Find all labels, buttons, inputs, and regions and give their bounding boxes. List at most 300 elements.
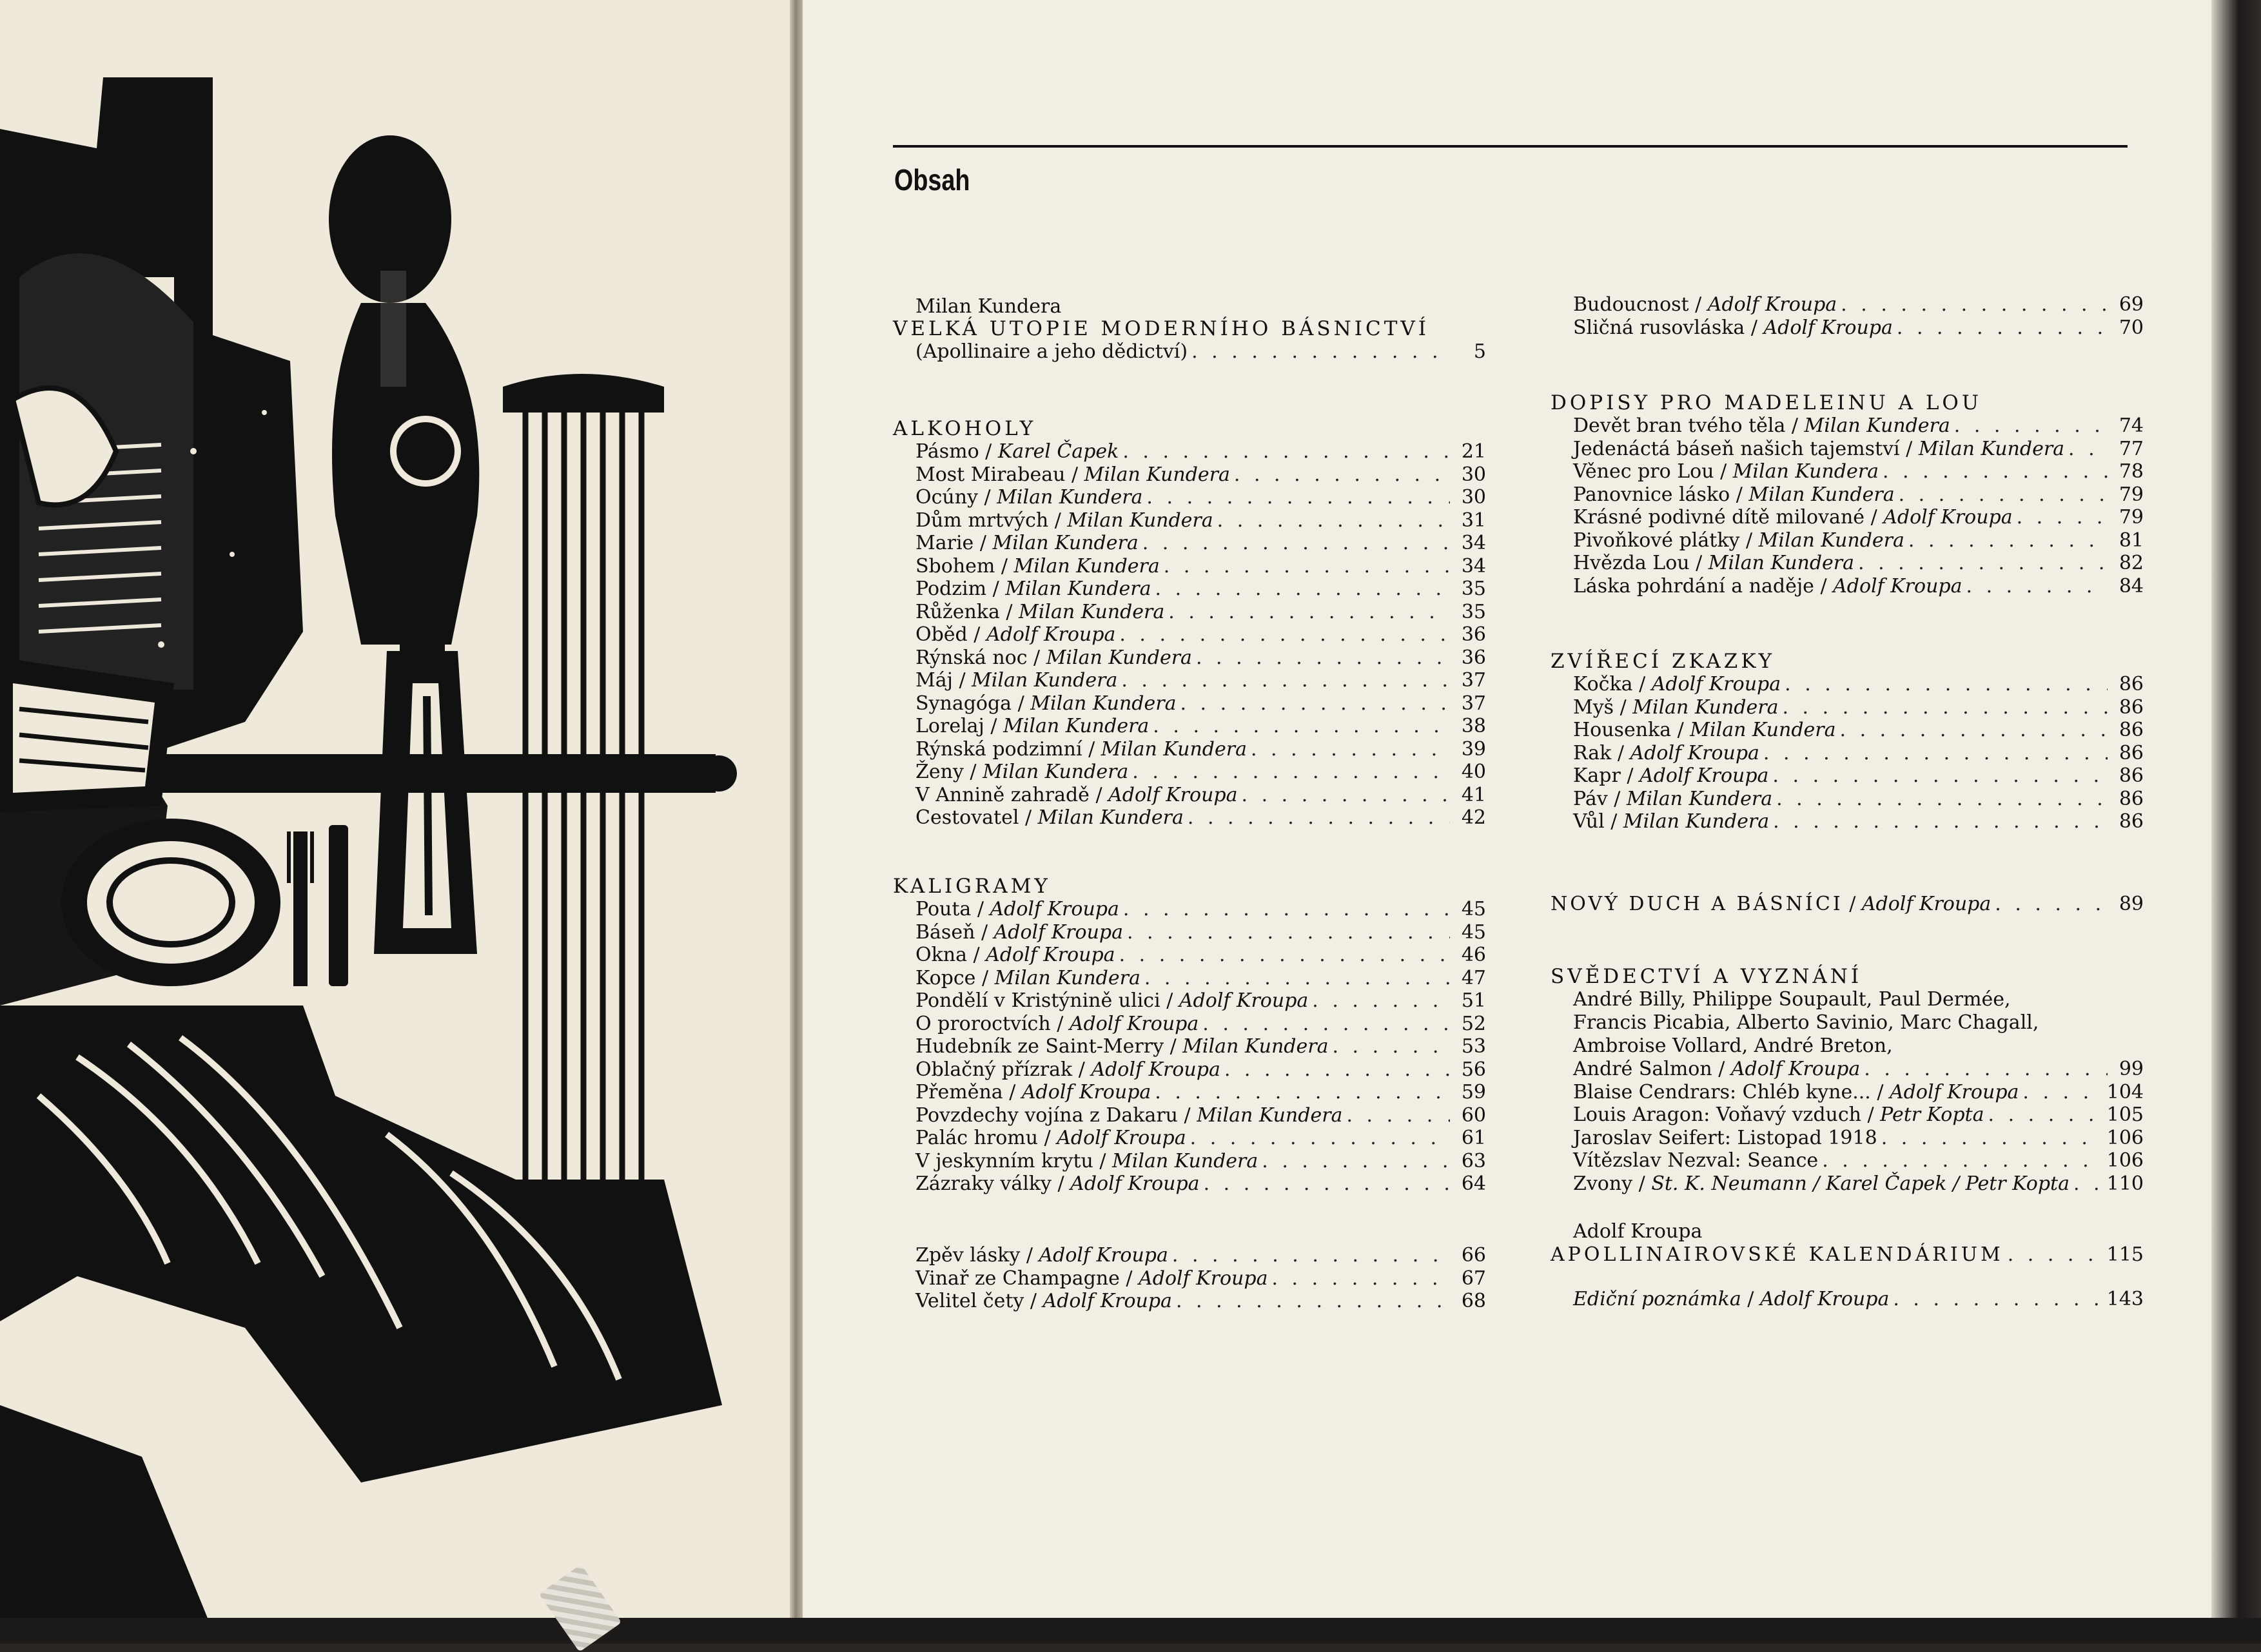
entry-page: 99 bbox=[2119, 1058, 2144, 1080]
entry-label bbox=[1573, 1058, 1860, 1081]
leader-dots bbox=[1172, 1244, 1450, 1267]
entry-page: 37 bbox=[1461, 692, 1486, 715]
entry-title: Budoucnost bbox=[1573, 293, 1689, 316]
entry-page: 64 bbox=[1461, 1172, 1486, 1195]
entry-label bbox=[915, 967, 1140, 990]
entry-page: 82 bbox=[2119, 552, 2144, 574]
toc-entry[interactable] bbox=[1573, 1127, 2144, 1150]
entry-label bbox=[915, 989, 1308, 1013]
entry-label bbox=[915, 784, 1238, 807]
entry-label bbox=[915, 921, 1123, 944]
entry-page: 36 bbox=[1461, 646, 1486, 669]
toc-entry[interactable] bbox=[915, 715, 1486, 738]
toc-entry[interactable] bbox=[915, 1267, 1486, 1290]
entry-author: Adolf Kroupa bbox=[1108, 783, 1238, 806]
toc-entry[interactable] bbox=[1573, 1172, 2144, 1196]
entry-page: 106 bbox=[2106, 1126, 2144, 1149]
entry-label bbox=[915, 1058, 1220, 1082]
toc-entry[interactable] bbox=[1573, 293, 2144, 316]
left-page bbox=[0, 0, 790, 1631]
entry-label bbox=[1573, 460, 1879, 483]
entry-label bbox=[915, 463, 1230, 487]
entry-label bbox=[1573, 810, 1769, 833]
entry-separator: / bbox=[1065, 463, 1084, 486]
entry-author: Milan Kundera bbox=[1690, 719, 1836, 741]
leader-dots bbox=[1346, 1104, 1450, 1127]
toc-entry[interactable] bbox=[1573, 788, 2144, 811]
entry-page: 40 bbox=[1461, 761, 1486, 783]
entry-separator: / bbox=[966, 944, 986, 966]
entry-title: Vítězslav Nezval: Seance bbox=[1573, 1149, 1819, 1172]
entry-separator: / bbox=[1604, 810, 1623, 833]
entry-separator: / bbox=[971, 898, 990, 920]
toc-entry[interactable] bbox=[1573, 575, 2144, 598]
entry-separator: / bbox=[1178, 1103, 1197, 1127]
leader-dots bbox=[1234, 463, 1450, 487]
entry-page: 67 bbox=[1461, 1267, 1486, 1290]
entry-label bbox=[915, 761, 1128, 784]
entry-label bbox=[1573, 1103, 1984, 1127]
entry-author: Milan Kundera bbox=[997, 486, 1143, 509]
entry-label bbox=[1573, 483, 1895, 507]
leader-dots bbox=[1121, 669, 1450, 692]
entry-label bbox=[1573, 316, 1893, 340]
page-title: Obsah bbox=[894, 163, 970, 197]
entry-author: Milan Kundera bbox=[1708, 552, 1855, 574]
entry-label bbox=[915, 623, 1115, 646]
entry-author: Adolf Kroupa bbox=[1021, 1081, 1151, 1103]
toc-entry[interactable] bbox=[1573, 552, 2144, 575]
entry-title: Oběd bbox=[915, 623, 968, 646]
entry-page: 86 bbox=[2119, 741, 2144, 764]
entry-title: Báseň bbox=[915, 920, 975, 944]
leader-dots bbox=[1127, 921, 1450, 944]
toc-entry[interactable] bbox=[915, 1127, 1486, 1150]
toc-entry[interactable] bbox=[1573, 673, 2144, 696]
leader-dots bbox=[1164, 555, 1450, 578]
toc-entry[interactable] bbox=[1573, 810, 2144, 833]
toc-entry[interactable] bbox=[915, 921, 1486, 944]
entry-title: Zvony bbox=[1573, 1172, 1633, 1195]
entry-separator: / bbox=[963, 761, 983, 783]
entry-page: 37 bbox=[1461, 669, 1486, 692]
entry-title: Oblačný přízrak bbox=[915, 1058, 1073, 1081]
toc-entry[interactable] bbox=[1573, 1081, 2144, 1104]
entry-separator: / bbox=[1870, 1080, 1890, 1103]
entry-label bbox=[915, 440, 1119, 463]
toc-entry[interactable] bbox=[1573, 1103, 2144, 1127]
leader-dots bbox=[1251, 738, 1450, 761]
right-page bbox=[803, 0, 2211, 1637]
entry-title: Devět bran tvého těla bbox=[1573, 414, 1786, 437]
leader-dots bbox=[1995, 893, 2108, 916]
toc-entry[interactable] bbox=[915, 989, 1486, 1013]
entry-label bbox=[915, 509, 1213, 532]
entry-separator: / bbox=[1785, 414, 1805, 437]
toc-entry[interactable] bbox=[915, 532, 1486, 555]
leader-dots bbox=[1881, 1127, 2103, 1150]
entry-separator: / bbox=[1051, 1172, 1071, 1195]
entry-title: Ocúny bbox=[915, 486, 978, 509]
entry-separator: / bbox=[1160, 989, 1179, 1012]
entry-page: 47 bbox=[1461, 966, 1486, 989]
entry-separator: / bbox=[1632, 673, 1652, 695]
entry-label bbox=[915, 669, 1117, 692]
entry-separator: / bbox=[1020, 1244, 1039, 1267]
entry-page: 60 bbox=[1461, 1103, 1486, 1127]
toc-entry[interactable] bbox=[915, 1172, 1486, 1196]
toc-entry[interactable] bbox=[1573, 696, 2144, 719]
entry-title: Jedenáctá báseň našich tajemství bbox=[1573, 437, 1900, 460]
cup bbox=[0, 657, 174, 812]
entry-label bbox=[915, 1290, 1172, 1313]
entry-label bbox=[1573, 764, 1768, 788]
toc-entry[interactable] bbox=[915, 806, 1486, 830]
entry-label bbox=[915, 601, 1164, 624]
leader-dots bbox=[1144, 967, 1450, 990]
leader-dots bbox=[1155, 578, 1450, 601]
entry-author: Milan Kundera bbox=[1758, 529, 1904, 552]
entry-separator: / bbox=[1082, 737, 1101, 761]
entry-separator: / bbox=[984, 715, 1004, 737]
entry-title: Máj bbox=[915, 669, 953, 692]
entry-page: 34 bbox=[1461, 554, 1486, 578]
entry-title: Kočka bbox=[1573, 673, 1633, 695]
toc-entry-kalendarium[interactable] bbox=[1551, 1243, 2144, 1267]
section-heading-alkoholy: ALKOHOLY bbox=[893, 417, 1037, 440]
book-gutter bbox=[790, 0, 803, 1644]
leader-dots bbox=[1773, 810, 2108, 833]
entry-separator: / bbox=[1865, 506, 1884, 529]
toc-entry[interactable] bbox=[915, 1150, 1486, 1173]
entry-title: Ediční poznámka bbox=[1573, 1288, 1741, 1310]
entry-separator: / bbox=[1688, 293, 1708, 316]
toc-entry[interactable] bbox=[915, 486, 1486, 509]
entry-title: Lorelaj bbox=[915, 715, 984, 737]
entry-title: Blaise Cendrars: Chléb kyne... bbox=[1573, 1080, 1871, 1103]
leader-dots bbox=[2073, 1172, 2103, 1196]
entry-title: Velitel čety bbox=[915, 1290, 1024, 1312]
entry-page: 66 bbox=[1461, 1244, 1486, 1267]
entry-author: St. K. Neumann / Karel Čapek / Petr Kopta bbox=[1651, 1172, 2070, 1195]
entry-page: 84 bbox=[2119, 574, 2144, 598]
entry-separator: / bbox=[1714, 460, 1733, 483]
intro-heading: VELKÁ UTOPIE MODERNÍHO BÁSNICTVÍ bbox=[893, 317, 1430, 340]
leader-dots bbox=[1146, 486, 1450, 509]
entry-title: (Apollinaire a jeho dědictví) bbox=[915, 340, 1188, 363]
entry-page: 45 bbox=[1461, 898, 1486, 920]
toc-entry[interactable] bbox=[1573, 1058, 2144, 1081]
entry-author: Adolf Kroupa bbox=[1139, 1267, 1268, 1290]
entry-separator: / bbox=[1730, 483, 1749, 506]
entry-page: 77 bbox=[2119, 437, 2144, 460]
entry-page: 81 bbox=[2119, 529, 2144, 552]
entry-author: Milan Kundera bbox=[1003, 715, 1150, 737]
entry-page: 63 bbox=[1461, 1149, 1486, 1172]
entry-title: Pouta bbox=[915, 898, 972, 920]
entry-page: 30 bbox=[1461, 463, 1486, 486]
entry-title: Zázraky války bbox=[915, 1172, 1052, 1195]
entry-author: Adolf Kroupa bbox=[990, 898, 1119, 920]
toc-entry[interactable] bbox=[915, 555, 1486, 578]
entry-author: Milan Kundera bbox=[1101, 737, 1247, 761]
book-bottom-edge bbox=[0, 1618, 2261, 1644]
entry-author: Milan Kundera bbox=[972, 669, 1118, 692]
entry-separator: / bbox=[1012, 692, 1031, 715]
entry-author: Adolf Kroupa bbox=[1639, 764, 1769, 787]
leader-dots bbox=[1153, 715, 1450, 738]
leader-dots bbox=[1332, 1035, 1450, 1058]
toc-entry[interactable] bbox=[915, 463, 1486, 487]
toc-entry[interactable] bbox=[915, 509, 1486, 532]
entry-page: 35 bbox=[1461, 578, 1486, 600]
entry-author: Adolf Kroupa bbox=[1091, 1058, 1220, 1081]
entry-label bbox=[915, 1172, 1200, 1196]
entry-title: Pondělí v Kristýnině ulici bbox=[915, 989, 1160, 1012]
entry-separator: / bbox=[1632, 1172, 1652, 1195]
entry-author: Milan Kundera bbox=[1084, 463, 1230, 486]
entry-separator: / bbox=[1003, 1081, 1022, 1103]
entry-title: Rýnská noc bbox=[915, 646, 1028, 669]
toc-entry[interactable] bbox=[915, 944, 1486, 967]
leader-dots bbox=[1190, 1127, 1450, 1150]
entry-label bbox=[915, 1104, 1342, 1127]
toc-entry[interactable] bbox=[1573, 742, 2144, 765]
entry-page: 78 bbox=[2119, 460, 2144, 483]
section-heading-dopisy: DOPISY PRO MADELEINU A LOU bbox=[1551, 391, 1982, 414]
section-heading-zvireci: ZVÍŘECÍ ZKAZKY bbox=[1551, 650, 1776, 673]
entry-separator: / bbox=[1119, 1267, 1139, 1290]
entry-separator: / bbox=[967, 623, 986, 646]
toc-entry[interactable] bbox=[1573, 764, 2144, 788]
entry-label bbox=[1573, 742, 1759, 765]
entry-title: Panovnice lásko bbox=[1573, 483, 1730, 506]
entry-author: Adolf Kroupa bbox=[993, 920, 1123, 944]
leader-dots bbox=[1841, 293, 2108, 316]
entry-separator: / bbox=[1027, 646, 1046, 669]
toc-entry[interactable] bbox=[1573, 460, 2144, 483]
toc-entry[interactable] bbox=[915, 738, 1486, 761]
toc-entry[interactable] bbox=[915, 692, 1486, 715]
intro-author: Milan Kundera bbox=[915, 295, 1062, 318]
entry-page: 86 bbox=[2119, 764, 2144, 787]
entry-page: 115 bbox=[2106, 1243, 2144, 1266]
entry-label bbox=[1573, 293, 1837, 316]
entry-author: Milan Kundera bbox=[1046, 646, 1192, 669]
top-rule bbox=[893, 145, 2128, 148]
entry-page: 69 bbox=[2119, 293, 2144, 316]
entry-author: Milan Kundera bbox=[1623, 810, 1770, 833]
toc-entry[interactable] bbox=[915, 669, 1486, 692]
entry-title: Sličná rusovláska bbox=[1573, 316, 1745, 339]
toc-entry[interactable] bbox=[915, 1244, 1486, 1267]
entry-author: Milan Kundera bbox=[1632, 695, 1779, 719]
leader-dots bbox=[1180, 692, 1450, 715]
entry-page: 42 bbox=[1461, 806, 1486, 829]
entry-author: Milan Kundera bbox=[1037, 806, 1184, 829]
entry-title: Housenka bbox=[1573, 719, 1672, 741]
entry-page: 56 bbox=[1461, 1058, 1486, 1081]
entry-page: 51 bbox=[1461, 989, 1486, 1012]
entry-separator: / bbox=[1899, 437, 1919, 460]
entry-title: Povzdechy vojína z Dakaru bbox=[915, 1103, 1179, 1127]
leader-dots bbox=[2017, 506, 2108, 529]
leader-dots bbox=[1191, 340, 1450, 364]
entry-title: Palác hromu bbox=[915, 1127, 1039, 1149]
entry-author: Adolf Kroupa bbox=[1070, 1172, 1200, 1195]
entry-separator: / bbox=[1050, 1012, 1070, 1035]
entry-author: Milan Kundera bbox=[1732, 460, 1879, 483]
entry-title: Věnec pro Lou bbox=[1573, 460, 1714, 483]
entry-separator: / bbox=[1671, 719, 1690, 741]
leader-dots bbox=[1312, 989, 1450, 1013]
entry-separator: / bbox=[978, 486, 997, 509]
entry-page: 68 bbox=[1461, 1290, 1486, 1312]
entry-separator: / bbox=[1611, 741, 1630, 764]
leader-dots bbox=[1822, 1149, 2103, 1172]
entry-separator: / bbox=[975, 920, 994, 944]
leader-dots bbox=[1132, 761, 1450, 784]
entry-author: Milan Kundera bbox=[994, 966, 1140, 989]
toc-entry[interactable] bbox=[915, 1081, 1486, 1104]
toc-entry[interactable] bbox=[915, 578, 1486, 601]
toc-entry[interactable] bbox=[915, 601, 1486, 624]
entry-author: Milan Kundera bbox=[1067, 509, 1213, 532]
entry-label bbox=[1573, 696, 1778, 719]
toc-entry-novy-duch[interactable]: NOVÝ DUCH A BÁSNÍCI / Adolf Kroupa . . . 89 bbox=[1551, 893, 2144, 916]
entry-label bbox=[915, 1244, 1168, 1267]
leader-dots bbox=[1893, 1288, 2102, 1311]
entry-label bbox=[915, 898, 1119, 921]
entry-page: 70 bbox=[2119, 316, 2144, 339]
toc-entry[interactable] bbox=[915, 898, 1486, 921]
entry-title: Růženka bbox=[915, 600, 1000, 623]
entry-separator: / bbox=[1745, 316, 1764, 339]
leader-dots bbox=[1840, 719, 2108, 742]
toc-entry[interactable] bbox=[915, 1058, 1486, 1082]
leader-dots bbox=[2068, 438, 2108, 461]
striped-vessel bbox=[13, 253, 193, 690]
entry-title: O proroctvích bbox=[915, 1012, 1051, 1035]
entry-page: 35 bbox=[1461, 600, 1486, 623]
entry-separator: / bbox=[1048, 509, 1068, 532]
toc-entry[interactable] bbox=[1573, 316, 2144, 340]
leader-dots bbox=[1763, 742, 2108, 765]
entry-separator: / bbox=[1089, 783, 1109, 806]
toc-entry[interactable] bbox=[915, 1290, 1486, 1313]
entry-page: 89 bbox=[2119, 893, 2144, 915]
leader-dots bbox=[1188, 806, 1450, 830]
entry-title: Hudebník ze Saint-Merry bbox=[915, 1035, 1164, 1058]
entry-page: 86 bbox=[2119, 787, 2144, 810]
entry-page: 59 bbox=[1461, 1081, 1486, 1103]
entry-author: Milan Kundera bbox=[1748, 483, 1895, 506]
toc-entry[interactable] bbox=[915, 440, 1486, 463]
toc-entry[interactable] bbox=[915, 623, 1486, 646]
toc-entry-edicni[interactable]: Ediční poznámka / Adolf Kroupa . . . 143 bbox=[1573, 1288, 2144, 1311]
svedectvi-line: André Billy, Philippe Soupault, Paul Dermée, bbox=[1573, 988, 2011, 1011]
entry-title: Láska pohrdání a naděje bbox=[1573, 574, 1814, 598]
leader-dots bbox=[1772, 764, 2108, 788]
entry-label bbox=[915, 738, 1247, 761]
entry-label bbox=[915, 1081, 1151, 1104]
toc-entry[interactable] bbox=[915, 1104, 1486, 1127]
entry-title: Louis Aragon: Voňavý vzduch bbox=[1573, 1103, 1861, 1126]
entry-label bbox=[915, 1267, 1268, 1290]
entry-page: 45 bbox=[1461, 920, 1486, 944]
entry-separator: / bbox=[1164, 1035, 1183, 1058]
leader-dots bbox=[1782, 696, 2108, 719]
leader-dots bbox=[1899, 483, 2108, 507]
plate bbox=[61, 819, 280, 986]
entry-title: Dům mrtvých bbox=[915, 509, 1049, 532]
entry-label bbox=[915, 532, 1139, 555]
toc-entry[interactable] bbox=[915, 340, 1486, 364]
toc-entry[interactable] bbox=[1573, 529, 2144, 552]
entry-author: Adolf Kroupa bbox=[1042, 1290, 1172, 1312]
toc-entry[interactable] bbox=[1573, 414, 2144, 438]
entry-separator: / bbox=[1607, 787, 1627, 810]
entry-page: 143 bbox=[2106, 1288, 2144, 1310]
leader-dots bbox=[1897, 316, 2108, 340]
toc-entry[interactable] bbox=[1573, 1149, 2144, 1172]
entry-label bbox=[915, 1035, 1328, 1058]
leader-dots bbox=[1271, 1267, 1450, 1290]
entry-title: Kopce bbox=[915, 966, 976, 989]
entry-title: Ženy bbox=[915, 761, 964, 783]
toc-entry[interactable] bbox=[1573, 719, 2144, 742]
entry-label bbox=[915, 578, 1151, 601]
entry-author: Adolf Kroupa bbox=[986, 944, 1115, 966]
toc-entry[interactable] bbox=[915, 1035, 1486, 1058]
entry-page: 104 bbox=[2106, 1080, 2144, 1103]
entry-author: Adolf Kroupa bbox=[1039, 1244, 1168, 1267]
entry-page: 41 bbox=[1461, 783, 1486, 806]
entry-page: 110 bbox=[2106, 1172, 2144, 1195]
section-heading-svedectvi: SVĚDECTVÍ A VYZNÁNÍ bbox=[1551, 965, 1863, 988]
toc-entry[interactable] bbox=[915, 761, 1486, 784]
toc-entry[interactable] bbox=[915, 1013, 1486, 1036]
entry-page: 86 bbox=[2119, 719, 2144, 741]
entry-separator: / bbox=[1019, 806, 1038, 829]
entry-page: 36 bbox=[1461, 623, 1486, 646]
toc-entry[interactable] bbox=[1573, 506, 2144, 529]
entry-page: 61 bbox=[1461, 1127, 1486, 1149]
entry-title: Hvězda Lou bbox=[1573, 552, 1690, 574]
leader-dots bbox=[1858, 552, 2108, 575]
toc-entry[interactable] bbox=[1573, 483, 2144, 507]
leader-dots bbox=[1776, 788, 2108, 811]
leader-dots bbox=[1176, 1290, 1450, 1313]
entry-page: 39 bbox=[1461, 737, 1486, 761]
toc-entry[interactable] bbox=[915, 646, 1486, 670]
entry-page: 31 bbox=[1461, 509, 1486, 532]
entry-page: 21 bbox=[1461, 440, 1486, 463]
entry-author: Adolf Kroupa bbox=[1707, 293, 1837, 316]
entry-author: Petr Kopta bbox=[1880, 1103, 1984, 1126]
toc-entry[interactable] bbox=[915, 784, 1486, 807]
entry-label bbox=[1573, 1081, 2019, 1104]
toc-entry[interactable] bbox=[1573, 438, 2144, 461]
entry-author: Milan Kundera bbox=[983, 761, 1129, 783]
entry-title: Vůl bbox=[1573, 810, 1605, 833]
entry-author: Adolf Kroupa bbox=[1763, 316, 1893, 339]
entry-title: André Salmon bbox=[1573, 1058, 1712, 1080]
toc-entry[interactable] bbox=[915, 967, 1486, 990]
entry-author: Milan Kundera bbox=[1005, 578, 1151, 600]
leader-dots bbox=[1242, 784, 1451, 807]
entry-title: Marie bbox=[915, 532, 974, 554]
